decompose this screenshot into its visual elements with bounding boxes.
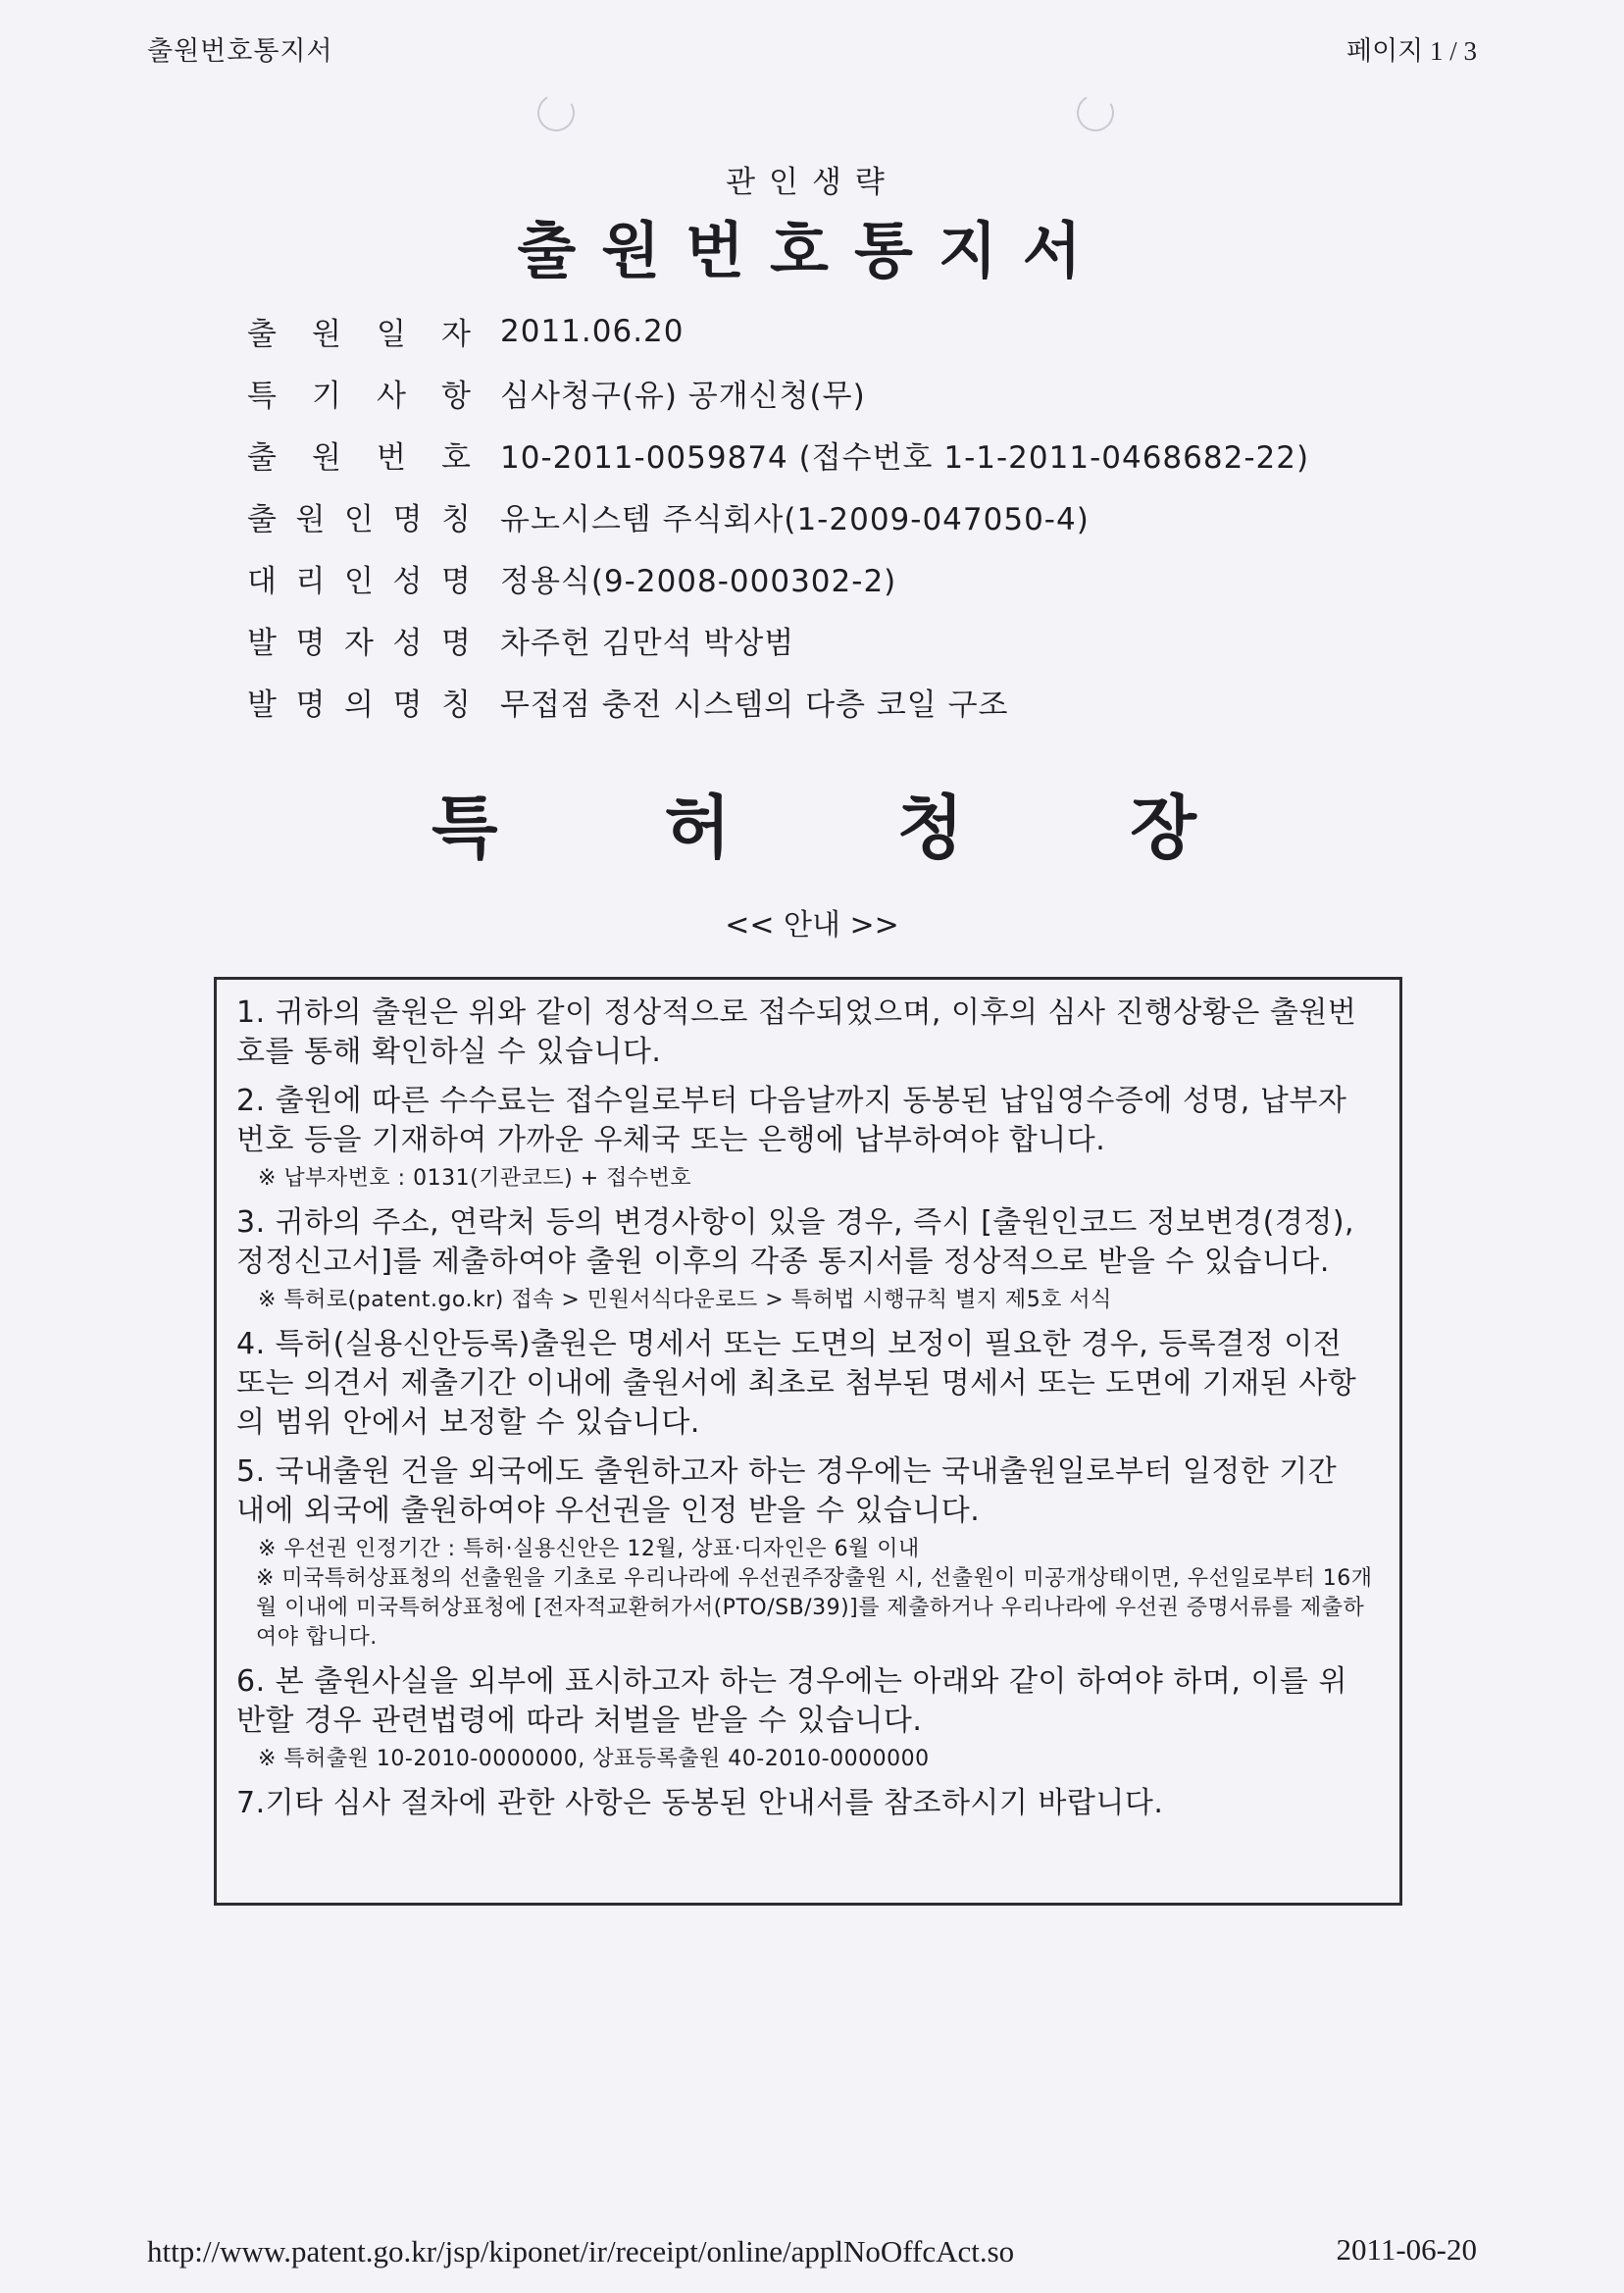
info-label-char: 발 [247, 688, 277, 723]
official-seal-omitted: 관인생략 [726, 165, 898, 200]
info-label-char: 자 [441, 317, 471, 352]
info-row [247, 671, 1309, 733]
info-label-char: 일 [377, 317, 406, 352]
info-label-char: 원 [312, 317, 341, 352]
guide-heading: << 안내 >> [725, 908, 899, 943]
info-label-char: 인 [344, 502, 374, 537]
info-row [247, 547, 1309, 609]
info-label-char: 항 [441, 379, 471, 414]
info-value: 무접점 충전 시스템의 다층 코일 구조 [500, 688, 1009, 723]
guide-item-7: 7.기타 심사 절차에 관한 사항은 동봉된 안내서를 참조하시기 바랍니다. [236, 1786, 1164, 1820]
info-label-char: 칭 [441, 688, 471, 723]
guide-item-1: 1. 귀하의 출원은 위와 같이 정상적으로 접수되었으며, 이후의 심사 진행상황은 출원번호를 통해 확인하실 수 있습니다. [236, 995, 1357, 1069]
guide-note: ※ 특허출원 10-2010-0000000, 상표등록출원 40-2010-0000000 [258, 1747, 930, 1771]
info-label [247, 680, 471, 724]
info-label [247, 309, 471, 353]
guide-note: ※ 납부자번호 : 0131(기관코드) + 접수번호 [258, 1166, 692, 1191]
info-label [247, 371, 471, 415]
info-value: 2011.06.20 [500, 313, 685, 349]
guide-item-3 [236, 1203, 1374, 1315]
guide-item-6 [236, 1662, 1374, 1774]
issuer-char: 허 [664, 788, 732, 868]
info-label-char: 출 [247, 317, 277, 352]
info-label-char: 특 [247, 379, 277, 414]
guide-item-2 [236, 1082, 1374, 1194]
header-page-indicator [1346, 29, 1477, 68]
info-label-char: 자 [344, 626, 374, 661]
guide-item-2-text: 2. 출원에 따른 수수료는 접수일로부터 다음날까지 동봉된 납입영수증에 성명, 납부자번호 등을 기재하여 가까운 우체국 또는 은행에 납부하여야 합니다. [236, 1084, 1347, 1157]
footer-url: http://www.patent.go.kr/jsp/kiponet/ir/receipt/online/applNoOffcAct.so [147, 2234, 1015, 2268]
guide-item-3-text: 3. 귀하의 주소, 연락처 등의 변경사항이 있을 경우, 즉시 [출원인코드 정보변경(경정), 정정신고서]를 제출하여야 출원 이후의 각종 통지서를 정상적으로 받을 수 있습니다. [236, 1205, 1355, 1279]
guide-item-4: 4. 특허(실용신안등록)출원은 명세서 또는 도면의 보정이 필요한 경우, 등록결정 이전 또는 의견서 제출기간 이내에 출원서에 최초로 첨부된 명세서 또는 도면에 기재된 사항의 범위 안에서 보정할 수 있습니다. [236, 1327, 1357, 1440]
punch-hole-mark [533, 90, 580, 136]
punch-hole-mark [1073, 90, 1119, 136]
info-label-char: 대 [247, 564, 277, 599]
info-label-char: 리 [295, 564, 326, 599]
info-label-char: 원 [312, 440, 341, 476]
application-info-table [247, 300, 1309, 733]
header-doc-name: 출원번호통지서 [147, 36, 333, 67]
footer-date: 2011-06-20 [1336, 2232, 1477, 2267]
info-label-char: 사 [377, 379, 406, 414]
info-label-char: 번 [377, 440, 406, 476]
info-label [247, 618, 471, 662]
info-label-char: 원 [295, 502, 326, 537]
info-label [247, 556, 471, 600]
info-label [247, 494, 471, 538]
info-value: 차주헌 김만석 박상범 [500, 626, 795, 661]
guide-item-5 [236, 1452, 1374, 1653]
info-label [247, 433, 471, 477]
info-label-char: 명 [441, 564, 471, 599]
info-label-char: 출 [247, 502, 277, 537]
info-value: 정용식(9-2008-000302-2) [500, 564, 897, 599]
issuer-name [431, 773, 1196, 872]
issuer-char: 특 [431, 788, 498, 868]
issuer-char: 청 [896, 788, 964, 868]
page-label: 페이지 [1345, 36, 1424, 67]
info-label-char: 명 [392, 502, 423, 537]
info-label-char: 성 [392, 626, 423, 661]
guide-box [214, 977, 1402, 1906]
info-label-char: 의 [344, 688, 374, 723]
page-number: 1 / 3 [1429, 36, 1477, 66]
info-label-char: 인 [344, 564, 374, 599]
info-label-char: 호 [441, 440, 471, 476]
info-label-char: 성 [392, 564, 423, 599]
info-label-char: 기 [312, 379, 341, 414]
info-row [247, 424, 1309, 485]
info-value: 유노시스템 주식회사(1-2009-047050-4) [500, 502, 1090, 537]
info-label-char: 명 [295, 688, 326, 723]
info-label-char: 발 [247, 626, 277, 661]
info-label-char: 칭 [441, 502, 471, 537]
info-label-char: 출 [247, 440, 277, 476]
info-value: 10-2011-0059874 (접수번호 1-1-2011-0468682-22) [500, 440, 1310, 476]
issuer-char: 장 [1130, 788, 1196, 868]
guide-item-6-text: 6. 본 출원사실을 외부에 표시하고자 하는 경우에는 아래와 같이 하여야 하며, 이를 위반할 경우 관련법령에 따라 처벌을 받을 수 있습니다. [236, 1664, 1347, 1738]
info-label-char: 명 [441, 626, 471, 661]
info-row [247, 609, 1309, 671]
info-row [247, 300, 1309, 362]
guide-note: ※ 특허로(patent.go.kr) 접속 > 민원서식다운로드 > 특허법 시행규칙 별지 제5호 서식 [258, 1288, 1112, 1312]
guide-item-5-text: 5. 국내출원 건을 외국에도 출원하고자 하는 경우에는 국내출원일로부터 일정한 기간 내에 외국에 출원하여야 우선권을 인정 받을 수 있습니다. [236, 1454, 1338, 1528]
guide-note: ※ 우선권 인정기간 : 특허·실용신안은 12월, 상표·디자인은 6월 이내 [258, 1537, 920, 1561]
info-label-char: 명 [295, 626, 326, 661]
info-row [247, 362, 1309, 424]
info-label-char: 명 [392, 688, 423, 723]
info-value: 심사청구(유) 공개신청(무) [500, 379, 866, 414]
info-row [247, 485, 1309, 547]
document-title: 출원번호통지서 [517, 215, 1107, 286]
guide-note: ※ 미국특허상표청의 선출원을 기초로 우리나라에 우선권주장출원 시, 선출원이 미공개상태이면, 우선일로부터 16개월 이내에 미국특허상표청에 [전자적교환허가서(PTO/SB/39)]를 제출하거나 우리나라에 우선권 증명서류를 제출하여야 합니다. [256, 1566, 1373, 1650]
